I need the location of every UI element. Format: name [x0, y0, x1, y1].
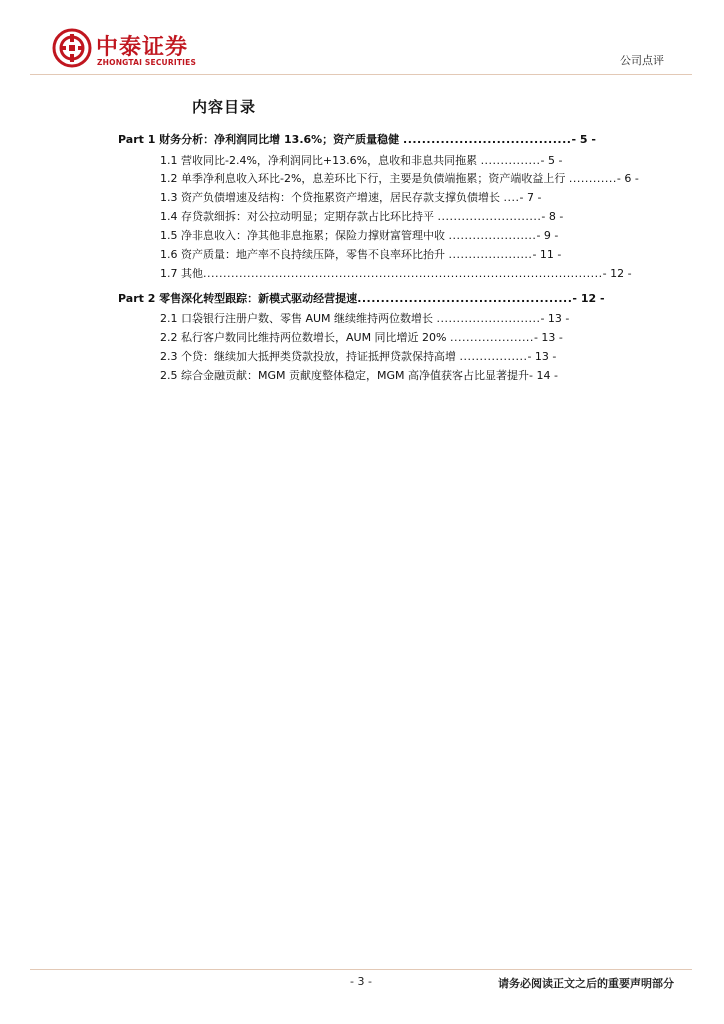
- toc-entry-text: 1.5 净非息收入：净其他非息拖累；保险力撑财富管理中收: [160, 229, 449, 242]
- toc-entry-page: - 13 -: [527, 350, 557, 363]
- toc-entry-page: - 11 -: [532, 248, 562, 261]
- toc-leader-dots: .....................: [448, 248, 533, 261]
- toc-leader-dots: .....................: [450, 331, 534, 344]
- toc-entry-text: 2.3 个贷：继续加大抵押类贷款投放，持证抵押贷款保持高增: [160, 350, 460, 363]
- toc-entry-page: - 13 -: [533, 331, 563, 344]
- toc-entry-text: 2.2 私行客户数同比维持两位数增长，AUM 同比增近 20%: [160, 331, 450, 344]
- toc-entry-page: - 12 -: [602, 267, 632, 280]
- toc-leader-dots: .................: [459, 350, 528, 363]
- toc-entry-text: 1.4 存贷款细拆：对公拉动明显；定期存款占比环比持平: [160, 210, 438, 223]
- toc-leader-dots: ....................................: [403, 133, 572, 146]
- toc-entry-page: - 5 -: [571, 133, 596, 146]
- toc-part-1[interactable]: [118, 131, 608, 147]
- toc-entry-text: 2.5 综合金融贡献：MGM 贡献度整体稳定，MGM 高净值获客占比显著提升: [160, 369, 529, 382]
- footer-disclaimer: 请务必阅读正文之后的重要声明部分: [498, 977, 674, 990]
- toc-entry-page: - 9 -: [536, 229, 559, 242]
- header-divider: [30, 74, 692, 75]
- report-type-label: 公司点评: [620, 54, 664, 67]
- toc-entry-text: 1.2 单季净利息收入环比-2%，息差环比下行，主要是负债端拖累；资产端收益上行: [160, 172, 569, 185]
- toc-entry-text: 1.3 资产负债增速及结构：个贷拖累资产增速，居民存款支撑负债增长: [160, 191, 504, 204]
- toc-title: 内容目录: [192, 98, 257, 116]
- toc-leader-dots: ..........................: [437, 210, 542, 223]
- toc-entry-page: - 12 -: [572, 292, 605, 305]
- toc-leader-dots: ............: [568, 172, 617, 185]
- toc-entry-text: Part 2 零售深化转型跟踪：新模式驱动经营提速: [118, 292, 358, 305]
- toc-entry-1-3[interactable]: [160, 189, 600, 205]
- toc-entry-1-2[interactable]: [160, 170, 708, 186]
- toc-entry-text: 1.1 营收同比-2.4%，净利润同比+13.6%，息收和非息共同拖累: [160, 154, 481, 167]
- company-logo: [52, 28, 222, 70]
- toc-leader-dots: ......................: [448, 229, 537, 242]
- toc-leader-dots: ..............................................: [357, 292, 573, 305]
- toc-entry-2-2[interactable]: [160, 329, 610, 345]
- toc-entry-page: - 7 -: [519, 191, 542, 204]
- toc-entry-text: Part 1 财务分析：净利润同比增 13.6%；资产质量稳健: [118, 133, 404, 146]
- toc-entry-2-5[interactable]: [160, 367, 630, 383]
- toc-entry-1-6[interactable]: [160, 246, 610, 262]
- toc-part-2[interactable]: [118, 290, 605, 306]
- logo-english-name: ZHONGTAI SECURITIES: [97, 58, 197, 67]
- toc-leader-dots: ....................................................................................................: [203, 267, 603, 280]
- toc-entry-1-1[interactable]: [160, 152, 600, 168]
- toc-entry-1-7[interactable]: [160, 265, 632, 281]
- footer-divider: [30, 969, 692, 970]
- page-number: - 3 -: [350, 975, 372, 988]
- toc-entry-page: - 14 -: [529, 369, 558, 382]
- toc-entry-2-3[interactable]: [160, 348, 610, 364]
- toc-leader-dots: ..........................: [436, 312, 541, 325]
- toc-entry-page: - 8 -: [541, 210, 564, 223]
- toc-entry-2-1[interactable]: [160, 310, 610, 326]
- toc-leader-dots: ...............: [480, 154, 541, 167]
- toc-entry-page: - 6 -: [616, 172, 639, 185]
- toc-entry-text: 1.7 其他: [160, 267, 203, 280]
- toc-entry-1-4[interactable]: [160, 208, 600, 224]
- toc-entry-1-5[interactable]: [160, 227, 600, 243]
- toc-leader-dots: ....: [503, 191, 520, 204]
- toc-entry-page: - 13 -: [540, 312, 570, 325]
- toc-entry-text: 2.1 口袋银行注册户数、零售 AUM 继续维持两位数增长: [160, 312, 437, 325]
- toc-entry-text: 1.6 资产质量：地产率不良持续压降，零售不良率环比抬升: [160, 248, 449, 261]
- toc-entry-page: - 5 -: [540, 154, 563, 167]
- logo-chinese-name: 中泰证券: [96, 35, 189, 60]
- zhongtai-logo-icon: [52, 28, 92, 68]
